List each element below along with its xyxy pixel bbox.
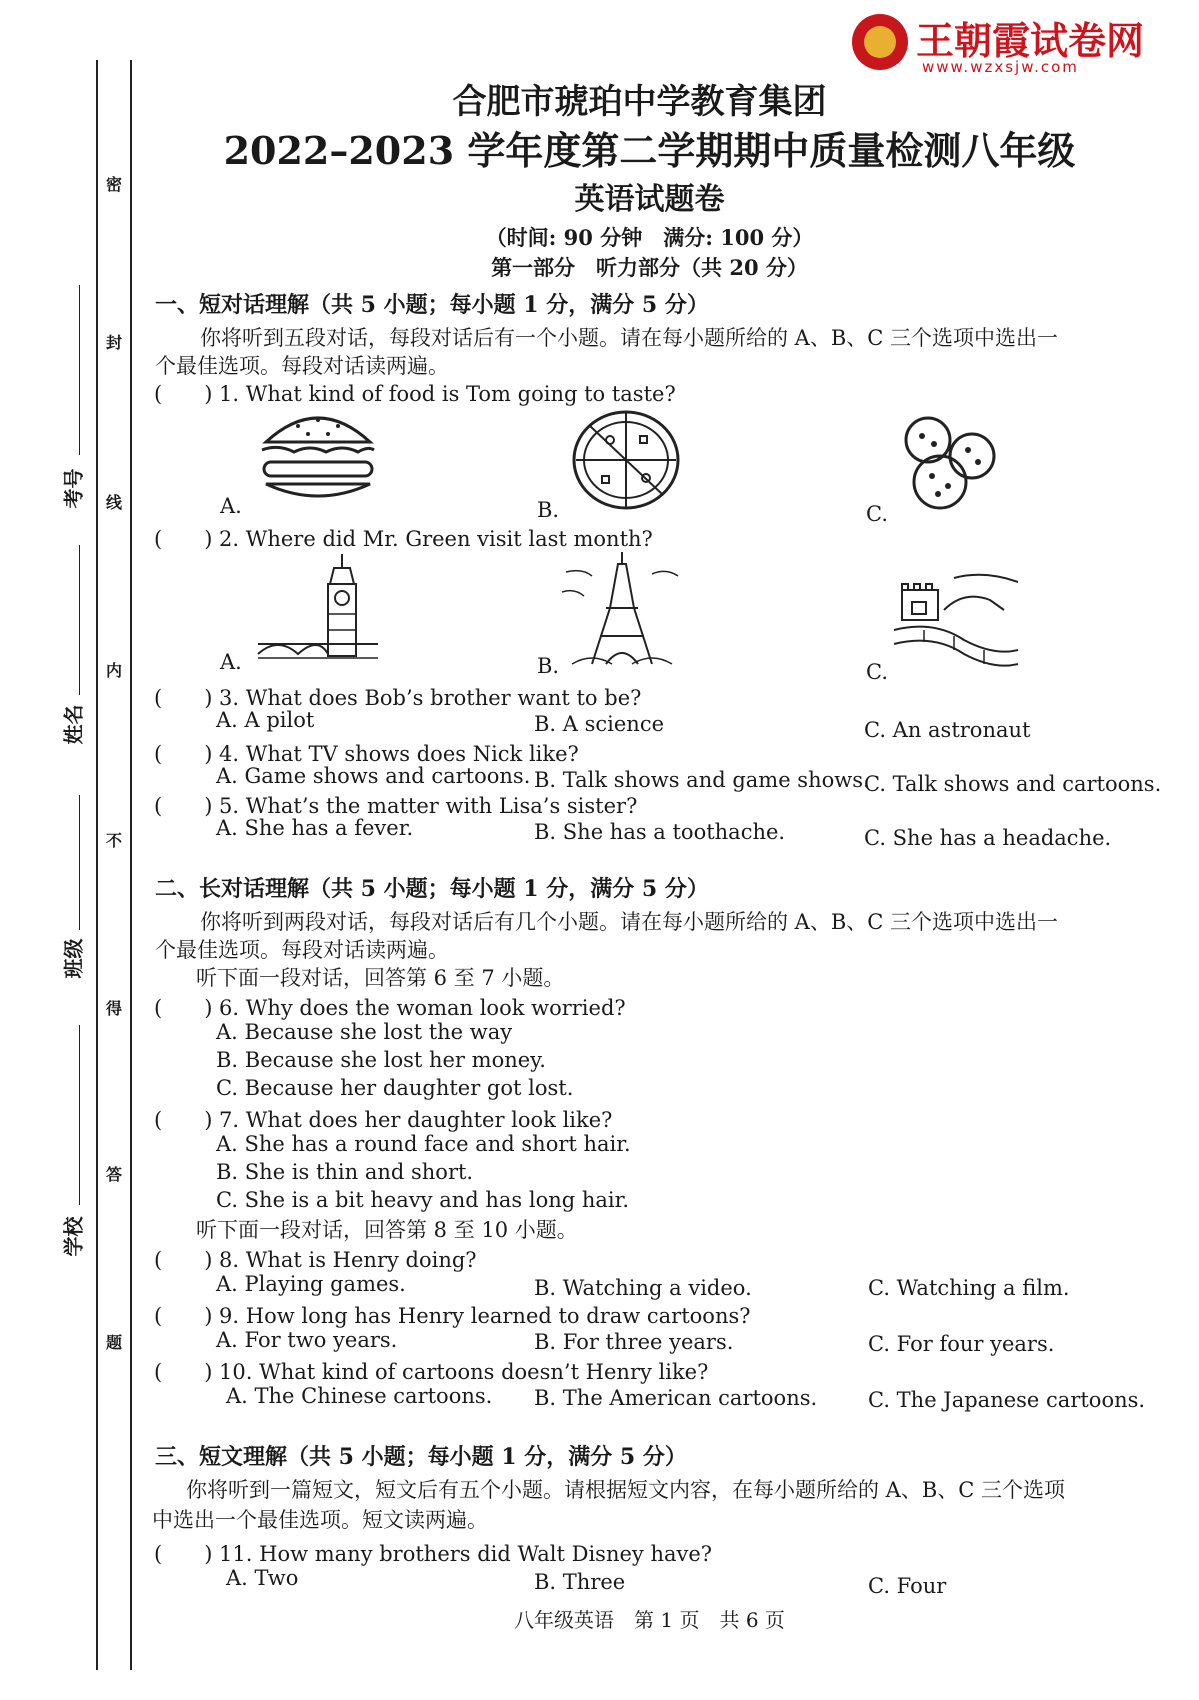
question-9: ( ) 9. How long has Henry learned to draw cartoons? — [154, 1304, 751, 1328]
q7-option-b: B. She is thin and short. — [216, 1160, 474, 1184]
question-6: ( ) 6. Why does the woman look worried? — [154, 996, 626, 1020]
question-3: ( ) 3. What does Bob’s brother want to be? — [154, 686, 642, 710]
q10-option-c: C. The Japanese cartoons. — [868, 1388, 1146, 1412]
section-1-instruction: 个最佳选项。每段对话读两遍。 — [155, 354, 449, 378]
exam-title: 2022–2023 学年度第二学期期中质量检测八年级 — [223, 128, 1076, 173]
q10-option-a: A. The Chinese cartoons. — [226, 1384, 493, 1408]
q5-option-c: C. She has a headache. — [864, 826, 1112, 850]
q8-option-a: A. Playing games. — [216, 1272, 406, 1296]
field-line-school — [79, 1025, 80, 1205]
q6-option-b: B. Because she lost her money. — [216, 1048, 546, 1072]
q5-option-a: A. She has a fever. — [216, 816, 414, 840]
cookies-icon — [898, 416, 998, 512]
section-3-title: 三、短文理解（共 5 小题；每小题 1 分，满分 5 分） — [155, 1444, 687, 1470]
seal-char: 不 — [106, 831, 123, 850]
q3-option-b: B. A science — [534, 712, 665, 736]
q5-option-b: B. She has a toothache. — [534, 820, 786, 844]
q4-option-c: C. Talk shows and cartoons. — [864, 772, 1162, 796]
field-label-exam-number: 考号 — [61, 468, 86, 509]
question-8: ( ) 8. What is Henry doing? — [154, 1248, 477, 1272]
field-label-school: 学校 — [61, 1216, 86, 1257]
field-line-name — [79, 545, 80, 695]
paper-title: 英语试题卷 — [574, 182, 725, 217]
question-10: ( ) 10. What kind of cartoons doesn’t Henry like? — [154, 1360, 709, 1384]
section-2-instruction: 个最佳选项。每段对话读两遍。 — [155, 938, 449, 962]
q4-option-b: B. Talk shows and game shows. — [534, 768, 870, 792]
seal-char: 线 — [106, 493, 123, 512]
seal-char: 答 — [106, 1165, 123, 1184]
big-ben-icon — [258, 554, 378, 666]
seal-char: 得 — [106, 999, 123, 1018]
question-11: ( ) 11. How many brothers did Walt Disney have? — [154, 1542, 713, 1566]
q8-option-b: B. Watching a video. — [534, 1276, 752, 1300]
q9-option-a: A. For two years. — [216, 1328, 398, 1352]
q7-option-a: A. She has a round face and short hair. — [216, 1132, 631, 1156]
section-3-instruction: 中选出一个最佳选项。短文读两遍。 — [152, 1508, 488, 1532]
q11-option-b: B. Three — [534, 1570, 626, 1594]
section-1-title: 一、短对话理解（共 5 小题；每小题 1 分，满分 5 分） — [155, 292, 709, 318]
school-title: 合肥市琥珀中学教育集团 — [452, 82, 827, 122]
logo-name: 王朝霞试卷网 — [916, 19, 1145, 63]
eiffel-tower-icon — [562, 552, 682, 670]
q9-option-c: C. For four years. — [868, 1332, 1055, 1356]
binding-line-inner — [130, 60, 132, 1670]
q6-option-c: C. Because her daughter got lost. — [216, 1076, 574, 1100]
question-4: ( ) 4. What TV shows does Nick like? — [154, 742, 579, 766]
site-logo — [852, 10, 1182, 76]
section-2-lead: 听下面一段对话，回答第 8 至 10 小题。 — [196, 1218, 578, 1242]
q10-option-b: B. The American cartoons. — [534, 1386, 818, 1410]
q3-option-a: A. A pilot — [216, 708, 315, 732]
great-wall-icon — [894, 570, 1018, 674]
logo-badge-icon — [852, 14, 908, 70]
field-line-exam-number — [79, 285, 80, 455]
field-line-class — [79, 795, 80, 930]
question-5: ( ) 5. What’s the matter with Lisa’s sister? — [154, 794, 638, 818]
page-footer: 八年级英语 第 1 页 共 6 页 — [514, 1608, 785, 1632]
hamburger-icon — [258, 404, 378, 508]
question-1: ( ) 1. What kind of food is Tom going to taste? — [154, 382, 676, 406]
q7-option-c: C. She is a bit heavy and has long hair. — [216, 1188, 630, 1212]
q4-option-a: A. Game shows and cartoons. — [216, 764, 531, 788]
seal-char: 题 — [106, 1333, 123, 1352]
section-2-title: 二、长对话理解（共 5 小题；每小题 1 分，满分 5 分） — [155, 876, 709, 902]
q8-option-c: C. Watching a film. — [868, 1276, 1070, 1300]
q1-option-c: C. — [866, 502, 888, 526]
logo-url: www.wzxsjw.com — [922, 58, 1079, 76]
exam-meta: （时间: 90 分钟 满分: 100 分） — [485, 225, 814, 250]
section-1-instruction: 你将听到五段对话，每段对话后有一个小题。请在每小题所给的 A、B、C 三个选项中选出一 — [200, 326, 1059, 350]
question-7: ( ) 7. What does her daughter look like? — [154, 1108, 613, 1132]
section-2-lead: 听下面一段对话，回答第 6 至 7 小题。 — [196, 966, 565, 990]
q11-option-a: A. Two — [226, 1566, 299, 1590]
field-label-name: 姓名 — [61, 704, 86, 745]
q2-option-b: B. — [537, 654, 560, 678]
q2-option-c: C. — [866, 660, 888, 684]
section-3-instruction: 你将听到一篇短文，短文后有五个小题。请根据短文内容，在每小题所给的 A、B、C 三个选项 — [186, 1478, 1066, 1502]
q1-option-b: B. — [537, 498, 560, 522]
q3-option-c: C. An astronaut — [864, 718, 1031, 742]
section-2-instruction: 你将听到两段对话，每段对话后有几个小题。请在每小题所给的 A、B、C 三个选项中选出一 — [200, 910, 1059, 934]
q11-option-c: C. Four — [868, 1574, 947, 1598]
q9-option-b: B. For three years. — [534, 1330, 734, 1354]
seal-char: 密 — [106, 175, 123, 194]
pizza-icon — [570, 408, 682, 512]
field-label-class: 班级 — [61, 938, 86, 979]
seal-char: 封 — [106, 333, 123, 352]
q2-option-a: A. — [220, 650, 242, 674]
question-2: ( ) 2. Where did Mr. Green visit last month? — [154, 527, 653, 551]
part-title: 第一部分 听力部分（共 20 分） — [491, 255, 808, 280]
seal-char: 内 — [106, 661, 123, 680]
q1-option-a: A. — [220, 494, 242, 518]
binding-line-outer — [96, 60, 98, 1670]
q6-option-a: A. Because she lost the way — [216, 1020, 513, 1044]
